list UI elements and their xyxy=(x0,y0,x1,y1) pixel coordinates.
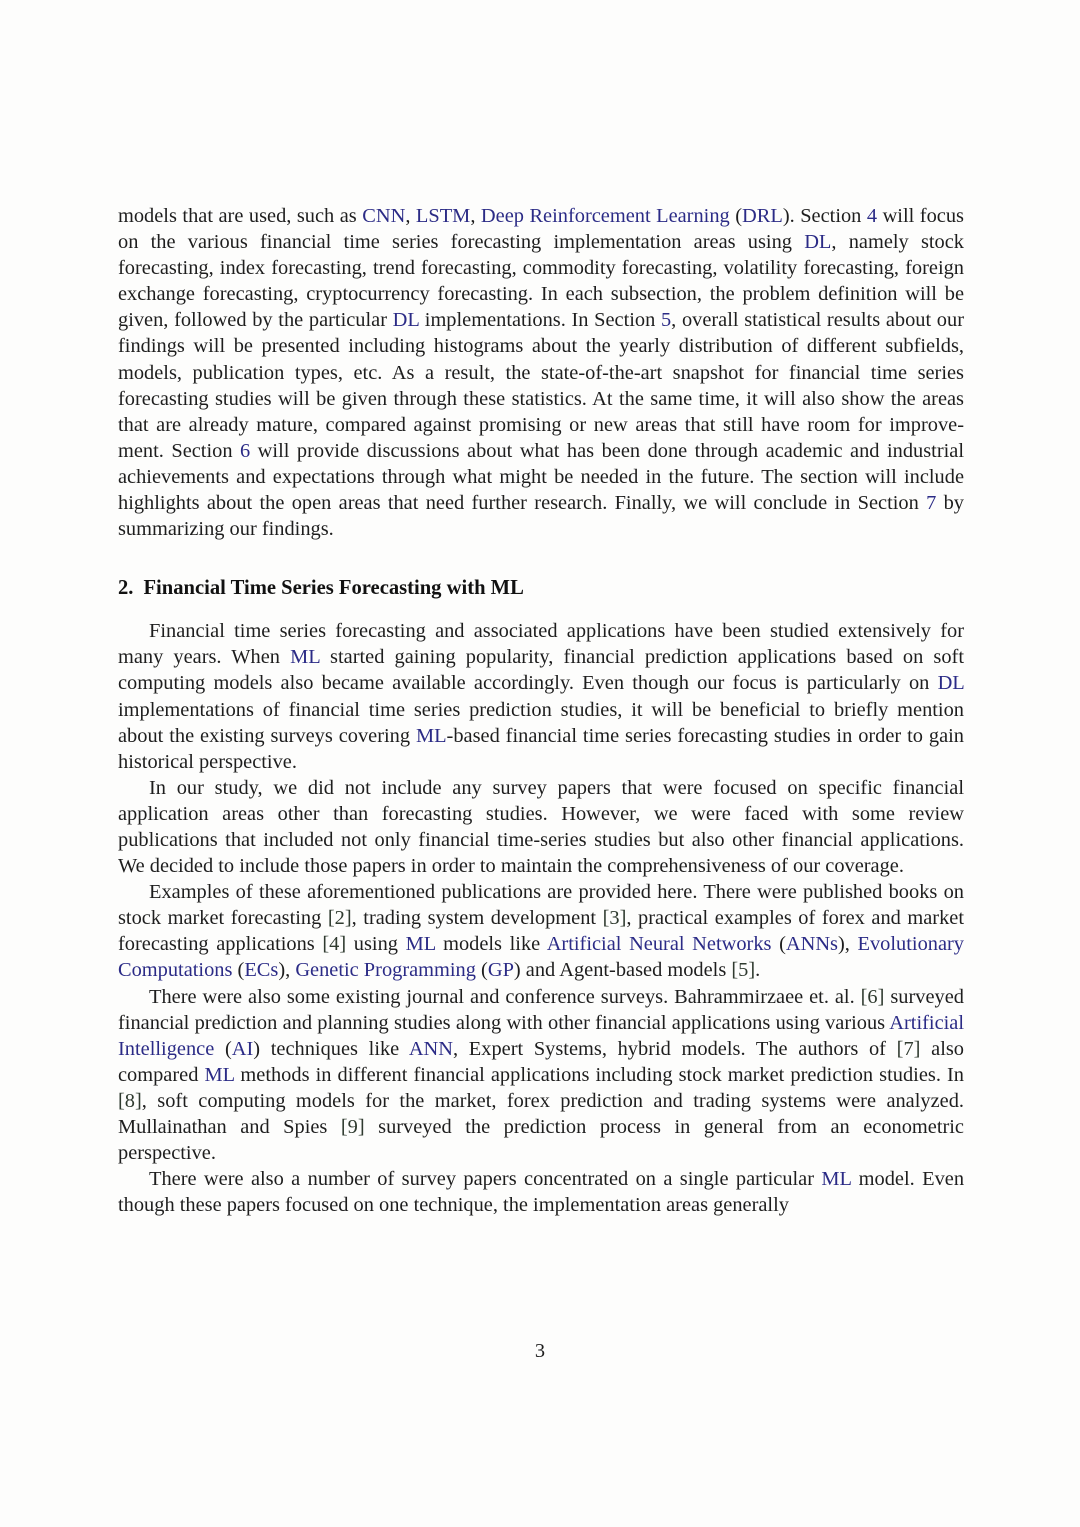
citation-link[interactable]: [7] xyxy=(896,1037,921,1060)
text-run: implementations of financial time series prediction studies, it will be beneficial to briefly mention about the existing surveys covering xyxy=(118,698,964,747)
text-run: ). Section xyxy=(782,205,867,227)
text-run: There were also a number of survey papers concentrated on a single particular xyxy=(149,1168,822,1191)
section-heading xyxy=(118,575,964,601)
citation-link[interactable]: [6] xyxy=(860,985,885,1008)
text-run: surveyed the prediction process in general from an econometric perspective. xyxy=(118,1116,964,1165)
text-run: ( xyxy=(214,1037,232,1060)
text-run: ( xyxy=(232,959,245,982)
text-run: ), xyxy=(838,933,858,956)
text-run: , Expert Systems, hybrid models. The authors of xyxy=(453,1037,897,1060)
acronym-link[interactable]: AI xyxy=(231,1037,254,1060)
text-run: There were also some existing journal and conference surveys. Bahrammirzaee et. al. xyxy=(149,985,861,1008)
text-run: -based financial time series forecasting studies in order to gain historical perspective. xyxy=(118,724,964,773)
text-run: , overall statistical results about our findings will be presented including histograms about the yearly distribution of different subfields, models, publication types, etc. As a result, the state-of-the-art snapshot for financial time series forecasting studies will be given through these statistics. At the same time, it will also show the areas that are already mature, compared against promising or new areas that still have room for improvement. Section xyxy=(118,309,964,462)
citation-link[interactable]: [2] xyxy=(327,907,352,930)
acronym-link[interactable]: 5 xyxy=(660,309,672,332)
section-title: Financial Time Series Forecasting with ML xyxy=(143,577,524,600)
acronym-link[interactable]: DL xyxy=(804,231,832,254)
paragraph-history xyxy=(118,618,964,775)
acronym-link[interactable]: CNN xyxy=(362,205,406,227)
text-run: , xyxy=(405,205,416,227)
citation-link[interactable]: [4] xyxy=(322,933,347,956)
acronym-link[interactable]: ECs xyxy=(244,959,279,982)
text-run: models that are used, such as xyxy=(118,205,363,227)
citation-link[interactable]: [3] xyxy=(602,907,627,930)
text-run: started gaining popularity, financial prediction applications based on soft computing models also became available accordingly. Even though our focus is particularly on xyxy=(118,646,964,695)
text-run: Examples of these aforementioned publications are provided here. There were published books on stock market forecasting xyxy=(118,881,964,930)
text-run: ( xyxy=(729,205,743,227)
acronym-link[interactable]: GP xyxy=(487,959,514,982)
text-run: , soft computing models for the market, forex prediction and trading systems were analyzed. Mullainathan and Spies xyxy=(118,1089,964,1138)
text-run: using xyxy=(346,933,406,956)
text-run: models like xyxy=(435,933,547,956)
acronym-link[interactable]: Genetic Programming xyxy=(295,959,476,982)
text-run: ( xyxy=(771,933,786,956)
acronym-link[interactable]: Deep Reinforcement Learning xyxy=(480,205,730,227)
acronym-link[interactable]: ML xyxy=(290,646,320,669)
acronym-link[interactable]: Evolutionary Computations xyxy=(118,933,964,982)
citation-link[interactable]: [9] xyxy=(340,1116,365,1138)
acronym-link[interactable]: ML xyxy=(821,1168,852,1191)
acronym-link[interactable]: DRL xyxy=(742,205,783,227)
text-run: , practical examples of forex and market forecasting applications xyxy=(118,907,964,956)
text-run: . xyxy=(755,959,761,982)
text-run: , namely stock forecasting, index forecasting, trend forecasting, commodity forecasting, volatility forecasting, foreign exchange forecasting, cryptocurrency forecasting. In each subsection, the problem definition will be given, followed by the particular xyxy=(118,231,964,332)
text-run: ( xyxy=(475,959,488,982)
acronym-link[interactable]: DL xyxy=(392,309,420,332)
acronym-link[interactable]: ML xyxy=(405,933,436,956)
text-run: methods in different financial applications including stock market prediction studies. In xyxy=(234,1063,964,1086)
acronym-link[interactable]: LSTM xyxy=(415,205,471,227)
text-run: also compared xyxy=(118,1037,964,1086)
text-run: Financial time series forecasting and associated applications have been studied extensively for many years. When xyxy=(118,620,964,669)
paragraph-surveys xyxy=(118,984,964,1167)
text-run: ) and Agent-based models xyxy=(513,959,732,982)
paragraph-single-model xyxy=(118,1166,964,1218)
acronym-link[interactable]: DL xyxy=(937,672,964,695)
text-run: ), xyxy=(278,959,296,982)
text-run: ) techniques like xyxy=(253,1037,409,1060)
intro-paragraph xyxy=(118,203,964,542)
citation-link[interactable]: [5] xyxy=(731,959,756,982)
acronym-link[interactable]: Artificial Intelligence xyxy=(118,1011,964,1060)
text-run: will focus on the various financial time series forecasting implementation areas using xyxy=(118,205,964,254)
acronym-link[interactable]: ANNs xyxy=(785,933,838,956)
paragraph-books xyxy=(118,879,964,983)
acronym-link[interactable]: 6 xyxy=(240,439,251,462)
acronym-link[interactable]: 7 xyxy=(926,492,937,515)
text-run: , xyxy=(470,205,481,227)
text-run: implementations. In Section xyxy=(419,309,661,332)
acronym-link[interactable]: ML xyxy=(415,724,447,747)
text-run: In our study, we did not include any survey papers that were focused on specific financial application areas other than forecasting studies. However, we were faced with some review publications that included not only financial time-series studies but also other financial applications. We decided to include those papers in order to maintain the comprehensiveness of our coverage. xyxy=(118,776,964,878)
acronym-link[interactable]: Artificial Neural Networks xyxy=(546,933,772,956)
body-text xyxy=(118,203,964,1218)
text-run: model. Even though these papers focused on one technique, the implementation areas generally xyxy=(118,1168,965,1217)
text-run: will provide discussions about what has been done through academic and industrial achievements and expectations through what might be needed in the future. The section will include highlights about the open areas that need further research. Finally, we will conclude in Section xyxy=(118,439,964,515)
acronym-link[interactable]: 4 xyxy=(866,205,878,227)
text-run: surveyed financial prediction and planning studies along with other financial applications using various xyxy=(118,985,964,1034)
text-run: , trading system development xyxy=(351,907,603,930)
acronym-link[interactable]: ANN xyxy=(408,1037,453,1060)
paragraph-scope xyxy=(118,775,964,879)
citation-link[interactable]: [8] xyxy=(118,1089,142,1112)
text-run: by summarizing our findings. xyxy=(118,492,964,541)
section-number: 2. xyxy=(118,577,134,600)
page-number: 3 xyxy=(534,1340,546,1362)
acronym-link[interactable]: ML xyxy=(204,1063,235,1086)
